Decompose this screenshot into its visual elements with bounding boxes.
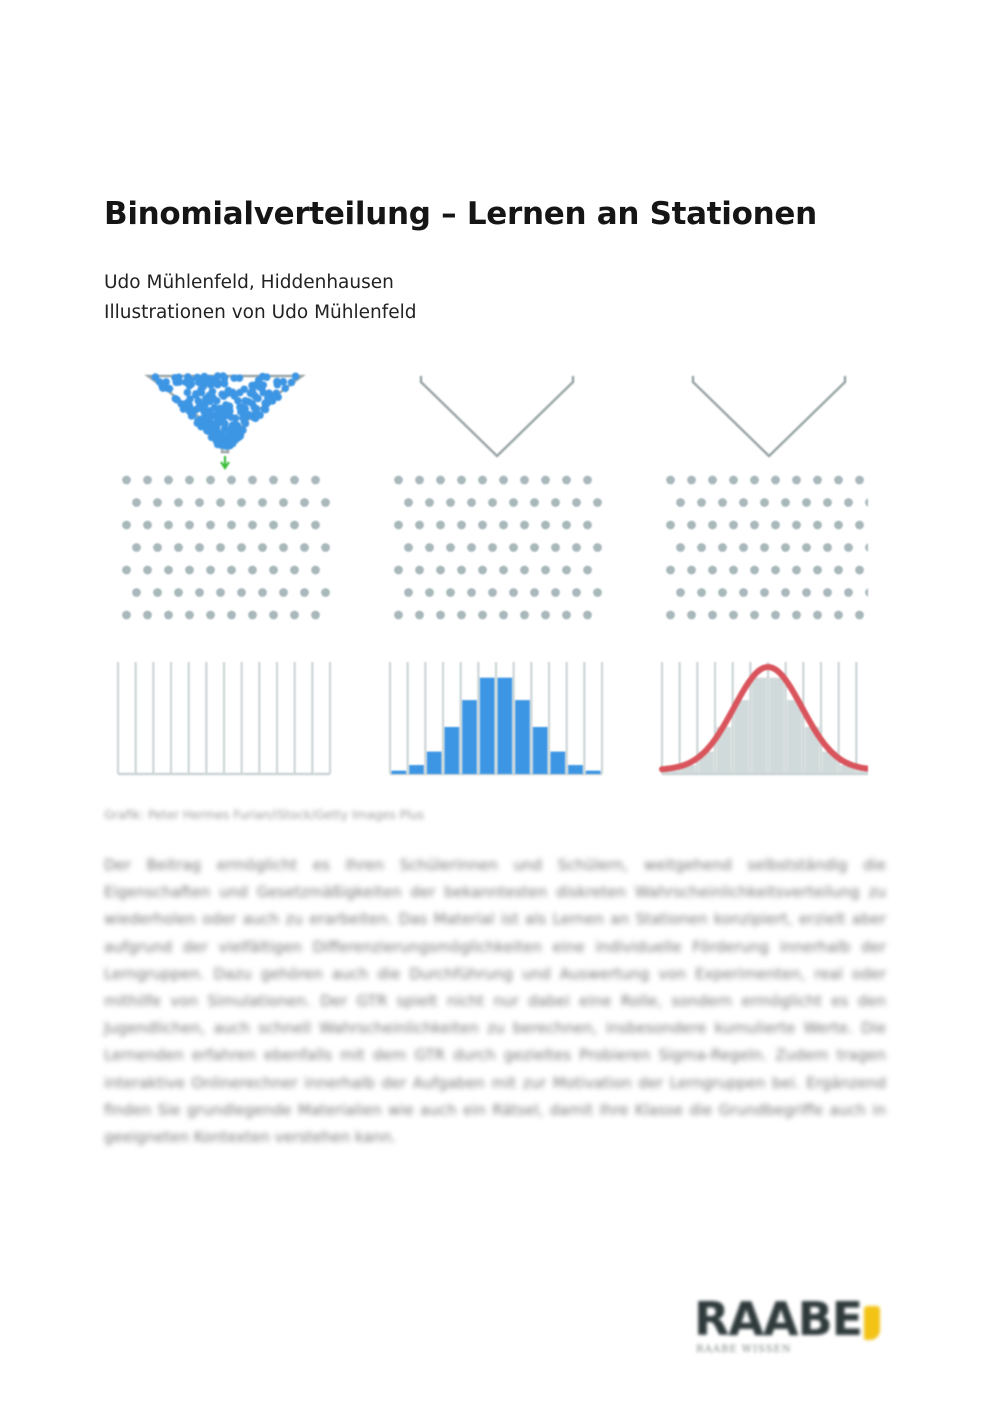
peg	[771, 476, 780, 485]
peg	[122, 521, 131, 530]
image-credit: Grafik: Peter Hermes Furian/iStock/Getty Images Plus	[104, 808, 425, 822]
peg	[834, 476, 843, 485]
peg	[143, 566, 152, 575]
bin-fill	[409, 765, 424, 774]
ball	[234, 397, 242, 405]
peg	[855, 521, 864, 530]
peg	[206, 611, 215, 620]
peg	[823, 543, 832, 552]
bin-fill	[427, 752, 442, 774]
peg	[676, 588, 685, 597]
peg	[216, 498, 225, 507]
peg	[541, 521, 550, 530]
peg	[488, 498, 497, 507]
peg	[237, 543, 246, 552]
peg	[478, 521, 487, 530]
peg	[185, 611, 194, 620]
peg	[802, 498, 811, 507]
peg	[562, 566, 571, 575]
peg	[269, 476, 278, 485]
peg	[415, 566, 424, 575]
peg	[572, 498, 581, 507]
peg	[697, 543, 706, 552]
peg	[300, 543, 309, 552]
peg	[436, 521, 445, 530]
peg	[666, 476, 675, 485]
peg	[258, 498, 267, 507]
bin-fill	[498, 678, 513, 774]
ball	[265, 395, 273, 403]
peg	[792, 476, 801, 485]
peg	[394, 521, 403, 530]
peg	[865, 588, 868, 597]
peg	[185, 521, 194, 530]
peg	[697, 498, 706, 507]
peg	[760, 498, 769, 507]
bin-fill	[392, 771, 407, 774]
peg	[425, 498, 434, 507]
peg	[530, 498, 539, 507]
peg	[530, 543, 539, 552]
galton-board-illustration	[108, 362, 868, 782]
ball	[241, 397, 249, 405]
peg	[311, 521, 320, 530]
peg	[729, 611, 738, 620]
peg	[185, 476, 194, 485]
peg	[520, 521, 529, 530]
ball	[192, 390, 200, 398]
peg	[467, 498, 476, 507]
peg	[708, 566, 717, 575]
peg	[415, 611, 424, 620]
peg	[844, 543, 853, 552]
peg	[583, 521, 592, 530]
peg	[834, 521, 843, 530]
peg	[562, 611, 571, 620]
peg	[227, 476, 236, 485]
peg	[771, 566, 780, 575]
peg	[666, 566, 675, 575]
peg	[499, 521, 508, 530]
bin-fill	[568, 765, 583, 774]
peg	[216, 543, 225, 552]
peg	[446, 588, 455, 597]
ball	[158, 382, 166, 390]
peg	[844, 588, 853, 597]
peg	[865, 498, 868, 507]
peg	[436, 566, 445, 575]
ball	[254, 395, 262, 403]
peg	[718, 588, 727, 597]
peg	[687, 476, 696, 485]
peg	[750, 611, 759, 620]
ball	[220, 379, 228, 387]
peg	[551, 498, 560, 507]
peg	[404, 588, 413, 597]
peg	[834, 566, 843, 575]
peg	[122, 611, 131, 620]
galton-panel-histogram	[390, 376, 602, 774]
peg	[708, 611, 717, 620]
peg	[562, 521, 571, 530]
peg	[823, 498, 832, 507]
ball	[189, 408, 197, 416]
peg	[750, 521, 759, 530]
peg	[279, 543, 288, 552]
peg	[206, 521, 215, 530]
peg	[269, 566, 278, 575]
peg	[739, 498, 748, 507]
peg	[718, 543, 727, 552]
peg	[457, 476, 466, 485]
ball	[226, 442, 234, 450]
peg	[802, 543, 811, 552]
peg	[499, 566, 508, 575]
ball	[209, 427, 217, 435]
peg	[687, 611, 696, 620]
bin-fill	[734, 700, 749, 774]
peg	[865, 543, 868, 552]
peg	[290, 476, 299, 485]
peg	[227, 566, 236, 575]
peg	[195, 543, 204, 552]
peg	[425, 543, 434, 552]
peg	[446, 498, 455, 507]
peg	[164, 476, 173, 485]
logo-comma-icon	[864, 1306, 880, 1340]
peg	[467, 588, 476, 597]
peg	[237, 498, 246, 507]
peg	[457, 566, 466, 575]
peg	[174, 543, 183, 552]
peg	[311, 611, 320, 620]
peg	[290, 521, 299, 530]
peg	[802, 588, 811, 597]
funnel-outline	[693, 376, 845, 456]
ball	[274, 393, 282, 401]
peg	[697, 588, 706, 597]
bin-fill	[752, 678, 767, 774]
peg	[164, 521, 173, 530]
peg	[572, 588, 581, 597]
ball	[214, 441, 222, 449]
page-title: Binomialverteilung – Lernen an Stationen	[104, 196, 817, 232]
peg	[729, 521, 738, 530]
peg	[729, 476, 738, 485]
peg	[248, 566, 257, 575]
ball	[231, 423, 239, 431]
ball	[187, 376, 195, 384]
ball	[274, 381, 282, 389]
peg	[593, 588, 602, 597]
peg	[760, 543, 769, 552]
peg	[834, 611, 843, 620]
peg	[258, 543, 267, 552]
peg	[300, 498, 309, 507]
ball	[202, 395, 210, 403]
peg	[750, 476, 759, 485]
ball	[227, 413, 235, 421]
peg	[813, 476, 822, 485]
peg	[781, 588, 790, 597]
peg	[708, 521, 717, 530]
illustration-credit-line: Illustrationen von Udo Mühlenfeld	[104, 302, 417, 323]
bin-fill	[533, 727, 548, 774]
peg	[404, 543, 413, 552]
ball	[218, 390, 226, 398]
peg	[530, 588, 539, 597]
ball	[249, 400, 257, 408]
peg	[478, 611, 487, 620]
ball	[197, 416, 205, 424]
abstract-paragraph: Der Beitrag ermöglicht es Ihren Schülerinnen und Schülern, weitgehend selbstständig die Eigenschaften und Gesetzmäßigkeiten der bekanntesten diskreten Wahrscheinlichkeitsverteilung zu wiederholen oder auch zu erarbeiten. Das Material ist als Lernen an Stationen konzipiert, erzielt aber aufgrund der vielfältigen Differenzierungsmöglichkeiten eine individuelle Förderung innerhalb der Lerngruppen. Dazu gehören auch die Durchführung und Auswertung von Experimenten, real oder mithilfe von Simulationen. Der GTR spielt nicht nur dabei eine Rolle, sondern ermöglicht es den Jugendlichen, auch schnell Wahrscheinlichkeiten zu berechnen, insbesondere kumulierte Werte. Die Lernenden erfahren ebenfalls mit dem GTR durch gezieltes Probieren Sigma-Regeln. Zudem tragen interaktive Onlinerechner innerhalb der Aufgaben mit zur Motivation der Lerngruppen bei. Ergänzend finden Sie grundlegende Materialien wie auch ein Rätsel, damit Ihre Klasse die Grundbegriffe auch in geeigneten Kontexten verstehen kann.	[104, 856, 886, 1147]
peg	[509, 543, 518, 552]
peg	[813, 566, 822, 575]
peg	[311, 566, 320, 575]
ball	[199, 382, 207, 390]
peg	[739, 588, 748, 597]
ball	[247, 389, 255, 397]
peg	[174, 498, 183, 507]
peg	[781, 498, 790, 507]
peg	[216, 588, 225, 597]
peg	[457, 611, 466, 620]
peg	[666, 521, 675, 530]
peg	[666, 611, 675, 620]
ball	[184, 389, 192, 397]
peg	[499, 611, 508, 620]
ball	[175, 374, 183, 382]
peg	[206, 476, 215, 485]
peg	[415, 521, 424, 530]
peg	[446, 543, 455, 552]
peg	[593, 543, 602, 552]
ball	[214, 372, 222, 380]
peg	[855, 611, 864, 620]
peg	[583, 476, 592, 485]
peg	[248, 521, 257, 530]
peg	[729, 566, 738, 575]
logo-tagline: RAABE WISSEN	[696, 1344, 792, 1355]
peg	[132, 588, 141, 597]
ball	[258, 384, 266, 392]
bin-fill	[462, 700, 477, 774]
peg	[551, 543, 560, 552]
peg	[269, 521, 278, 530]
peg	[153, 543, 162, 552]
peg	[206, 566, 215, 575]
ball	[225, 404, 233, 412]
peg	[708, 476, 717, 485]
peg	[855, 476, 864, 485]
peg	[572, 543, 581, 552]
ball	[281, 384, 289, 392]
peg	[153, 588, 162, 597]
peg	[488, 543, 497, 552]
ball	[152, 373, 160, 381]
bin-fill	[551, 752, 566, 774]
peg	[823, 588, 832, 597]
peg	[844, 498, 853, 507]
galton-panel-balls	[118, 372, 330, 774]
peg	[792, 611, 801, 620]
ball	[209, 394, 217, 402]
ball	[243, 412, 251, 420]
ball	[229, 389, 237, 397]
peg	[415, 476, 424, 485]
peg	[279, 498, 288, 507]
peg	[760, 588, 769, 597]
raabe-logo	[694, 1292, 894, 1366]
peg	[687, 566, 696, 575]
peg	[583, 566, 592, 575]
peg	[143, 521, 152, 530]
peg	[122, 476, 131, 485]
peg	[593, 498, 602, 507]
peg	[541, 476, 550, 485]
peg	[792, 521, 801, 530]
peg	[227, 521, 236, 530]
peg	[520, 611, 529, 620]
bin-fill	[787, 700, 802, 774]
ball	[292, 372, 300, 380]
peg	[321, 588, 330, 597]
ball	[230, 374, 238, 382]
peg	[520, 476, 529, 485]
peg	[132, 543, 141, 552]
peg	[520, 566, 529, 575]
peg	[457, 521, 466, 530]
bin-fill	[515, 700, 530, 774]
peg	[750, 566, 759, 575]
peg	[792, 566, 801, 575]
peg	[478, 566, 487, 575]
peg	[195, 588, 204, 597]
peg	[132, 498, 141, 507]
peg	[813, 611, 822, 620]
peg	[499, 476, 508, 485]
peg	[467, 543, 476, 552]
peg	[164, 566, 173, 575]
peg	[143, 476, 152, 485]
peg	[509, 498, 518, 507]
peg	[311, 476, 320, 485]
peg	[279, 588, 288, 597]
peg	[258, 588, 267, 597]
author-line: Udo Mühlenfeld, Hiddenhausen	[104, 272, 394, 293]
peg	[551, 588, 560, 597]
peg	[174, 588, 183, 597]
bin-fill	[770, 678, 785, 774]
peg	[227, 611, 236, 620]
peg	[488, 588, 497, 597]
peg	[436, 611, 445, 620]
peg	[583, 611, 592, 620]
peg	[781, 543, 790, 552]
peg	[771, 521, 780, 530]
ball	[182, 400, 190, 408]
peg	[290, 566, 299, 575]
galton-panel-normal-curve	[662, 376, 868, 774]
ball	[207, 413, 215, 421]
peg	[771, 611, 780, 620]
peg	[321, 498, 330, 507]
peg	[813, 521, 822, 530]
peg	[185, 566, 194, 575]
peg	[676, 543, 685, 552]
peg	[164, 611, 173, 620]
peg	[269, 611, 278, 620]
peg	[321, 543, 330, 552]
bin-fill	[586, 771, 601, 774]
peg	[425, 588, 434, 597]
peg	[394, 611, 403, 620]
ball	[230, 431, 238, 439]
ball	[197, 423, 205, 431]
peg	[248, 611, 257, 620]
peg	[541, 566, 550, 575]
peg	[676, 498, 685, 507]
peg	[248, 476, 257, 485]
peg	[436, 476, 445, 485]
peg	[195, 498, 204, 507]
logo-wordmark: RAABE	[694, 1292, 863, 1346]
peg	[404, 498, 413, 507]
peg	[290, 611, 299, 620]
peg	[687, 521, 696, 530]
peg	[478, 476, 487, 485]
peg	[739, 543, 748, 552]
peg	[562, 476, 571, 485]
ball	[263, 373, 271, 381]
drop-arrow-icon	[221, 456, 229, 468]
bin-fill	[445, 727, 460, 774]
peg	[237, 588, 246, 597]
peg	[855, 566, 864, 575]
peg	[394, 566, 403, 575]
peg	[394, 476, 403, 485]
peg	[153, 498, 162, 507]
bin-fill	[480, 678, 495, 774]
peg	[300, 588, 309, 597]
peg	[122, 566, 131, 575]
peg	[509, 588, 518, 597]
funnel-outline	[421, 376, 573, 456]
peg	[143, 611, 152, 620]
ball	[237, 432, 245, 440]
peg	[541, 611, 550, 620]
peg	[718, 498, 727, 507]
